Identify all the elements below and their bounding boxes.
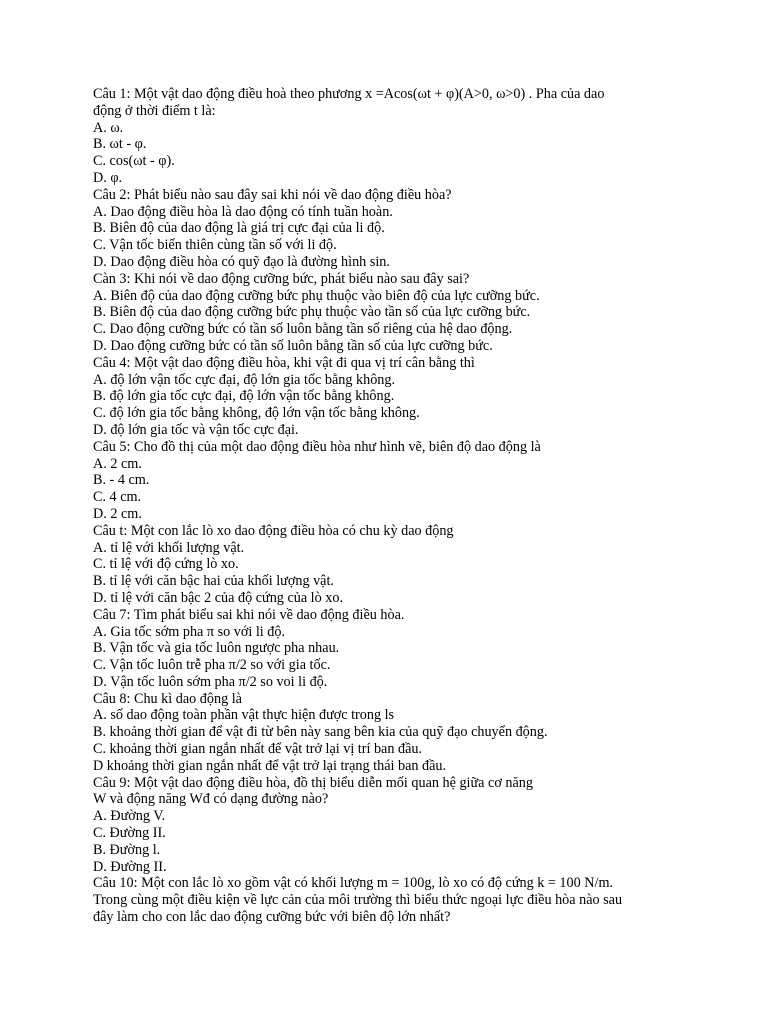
q6-option-b: B. tỉ lệ với căn bậc hai của khối lượng vật. [93, 573, 334, 590]
q8-option-d: D khoảng thời gian ngắn nhất để vật trở lại trạng thái ban đầu. [93, 757, 447, 774]
q2-option-a: A. Dao động điều hòa là dao động có tính tuần hoàn. [93, 203, 393, 220]
q9-option-c: C. Đường II. [93, 825, 166, 842]
q5-option-c: C. 4 cm. [93, 489, 142, 506]
q3-option-a: A. Biên độ của dao động cưỡng bức phụ thuộc vào biên độ của lực cưỡng bức. [93, 287, 540, 304]
q4-option-b: B. độ lớn gia tốc cực đại, độ lớn vận tốc bằng không. [93, 388, 395, 405]
q5-option-a: A. 2 cm. [93, 455, 142, 472]
q9-option-a: A. Đường V. [93, 808, 166, 825]
q8-option-a: A. số dao động toàn phần vật thực hiện được trong ls [93, 707, 395, 724]
q2-option-b: B. Biên độ của dao động là giá trị cực đại của li độ. [93, 220, 385, 237]
q1-option-c: C. cos(ωt - φ). [93, 153, 175, 170]
q7-option-d: D. Vận tốc luôn sớm pha π/2 so voi li độ. [93, 673, 328, 690]
q9-line-1: Câu 9: Một vật dao động điều hòa, đồ thị biểu diễn mối quan hệ giữa cơ năng [93, 774, 533, 791]
q5-option-d: D. 2 cm. [93, 505, 142, 522]
q1-line-2: động ở thời điểm t là: [93, 102, 216, 119]
q7-option-c: C. Vận tốc luôn trễ pha π/2 so với gia tốc. [93, 657, 331, 674]
q5-question: Câu 5: Cho đồ thị của một dao động điều hòa như hình vẽ, biên độ dao động là [93, 438, 541, 455]
q8-option-c: C. khoảng thời gian ngắn nhất để vật trở lại vị trí ban đầu. [93, 741, 423, 758]
q6-question: Câu t: Một con lắc lò xo dao động điều hòa có chu kỳ dao động [93, 522, 454, 539]
q2-question: Câu 2: Phát biểu nào sau đây sai khi nói về dao động điều hòa? [93, 186, 452, 203]
q10-line-2: Trong cùng một điều kiện về lực cản của môi trường thì biểu thức ngoại lực điều hòa nào sau [93, 892, 623, 909]
q3-option-b: B. Biên độ của dao động cưỡng bức phụ thuộc vào tần số của lực cưỡng bức. [93, 304, 531, 321]
q1-line-1: Câu 1: Một vật dao động điều hoà theo phương x =Acos(ωt + φ)(A>0, ω>0) . Pha của dao [93, 86, 605, 102]
q4-option-a: A. độ lớn vận tốc cực đại, độ lớn gia tốc bằng không. [93, 371, 396, 388]
q4-option-c: C. độ lớn gia tốc bằng không, độ lớn vận tốc bằng không. [93, 405, 420, 422]
q9-option-b: B. Đường l. [93, 841, 161, 858]
q6-option-a: A. tỉ lệ với khối lượng vật. [93, 539, 245, 556]
q2-option-c: C. Vận tốc biến thiên cùng tần số với li độ. [93, 237, 337, 254]
q10-line-1: Câu 10: Một con lắc lò xo gồm vật có khối lượng m = 100g, lò xo có độ cứng k = 100 N/m. [93, 875, 614, 892]
q8-question: Câu 8: Chu kì dao động là [93, 690, 242, 707]
q7-option-a: A. Gia tốc sớm pha π so với li độ. [93, 623, 286, 640]
q3-option-c: C. Dao động cưỡng bức có tần số luôn bằng tần số riêng của hệ dao động. [93, 321, 513, 338]
q5-option-b: B. - 4 cm. [93, 472, 150, 489]
q4-option-d: D. độ lớn gia tốc và vận tốc cực đại. [93, 421, 299, 438]
q6-option-d: D. tỉ lệ với căn bậc 2 của độ cứng của lò xo. [93, 589, 343, 606]
q1-option-b: B. ωt - φ. [93, 136, 147, 153]
q3-option-d: D. Dao động cưỡng bức có tần số luôn bằng tần số của lực cưỡng bức. [93, 337, 493, 354]
q7-question: Câu 7: Tìm phát biểu sai khi nói về dao động điều hòa. [93, 606, 405, 623]
q6-option-c: C. tỉ lệ với độ cứng lò xo. [93, 556, 239, 573]
q10-line-3: đây làm cho con lắc dao động cưỡng bức với biên độ lớn nhất? [93, 909, 451, 926]
q9-line-2: W và động năng Wđ có dạng đường nào? [93, 791, 329, 808]
q2-option-d: D. Dao động điều hòa có quỹ đạo là đường hình sin. [93, 253, 390, 270]
q8-option-b: B. khoảng thời gian để vật đi từ bên này sang bên kia của quỹ đạo chuyển động. [93, 724, 548, 741]
q1-option-a: A. ω. [93, 119, 124, 136]
q1-option-d: D. φ. [93, 169, 123, 186]
q4-question: Câu 4: Một vật dao động điều hòa, khi vật đi qua vị trí cân bằng thì [93, 354, 475, 371]
q7-option-b: B. Vận tốc và gia tốc luôn ngược pha nhau. [93, 640, 340, 657]
q3-question: Càn 3: Khi nói về dao động cưỡng bức, phát biểu nào sau đây sai? [93, 270, 470, 287]
q9-option-d: D. Đường II. [93, 858, 167, 875]
